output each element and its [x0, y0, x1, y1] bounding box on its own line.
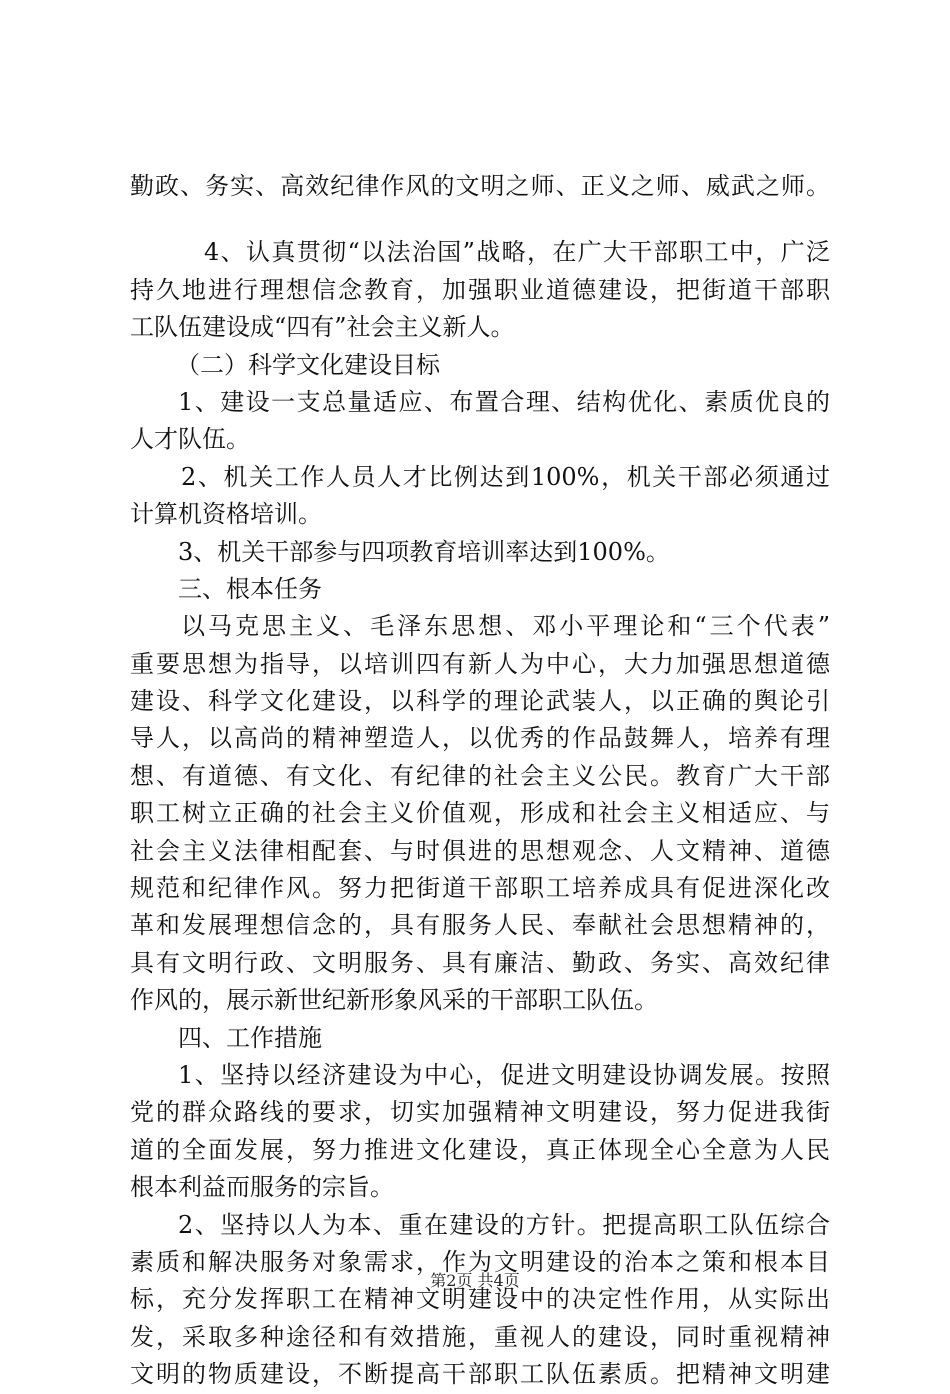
- text-line: 党的群众路线的要求，切实加强精神文明建设，努力促进我街: [130, 1098, 830, 1127]
- text-line: 2、坚持以人为本、重在建设的方针。把提高职工队伍综合: [178, 1210, 830, 1239]
- text-line: 职工树立正确的社会主义价值观，形成和社会主义相适应、与: [130, 799, 830, 828]
- text-line: 1、建设一支总量适应、布置合理、结构优化、素质优良的: [178, 387, 830, 416]
- text-line: 根本利益而服务的宗旨。: [130, 1173, 394, 1202]
- text-line: 规范和纪律作风。努力把街道干部职工培养成具有促进深化改: [130, 874, 830, 903]
- text-line: 1、坚持以经济建设为中心，促进文明建设协调发展。按照: [178, 1060, 830, 1089]
- paragraph-gap: [130, 205, 830, 234]
- text-line: 素质和解决服务对象需求，作为文明建设的治本之策和根本目: [130, 1247, 830, 1276]
- text-line: 文明的物质建设，不断提高干部职工队伍素质。把精神文明建: [130, 1360, 830, 1389]
- text-line: 作风的，展示新世纪新形象风采的干部职工队伍。: [130, 986, 658, 1015]
- section-heading: （二）科学文化建设目标: [176, 350, 440, 379]
- section-heading: 三、根本任务: [178, 574, 322, 603]
- text-line: 持久地进行理想信念教育，加强职业道德建设，把街道干部职: [130, 275, 830, 304]
- text-line: 3、机关干部参与四项教育培训率达到100%。: [178, 537, 670, 566]
- text-line: 标，充分发挥职工在精神文明建设中的决定性作用，从实际出: [130, 1285, 830, 1314]
- section-heading: 四、工作措施: [178, 1023, 322, 1052]
- text-line: 发，采取多种途径和有效措施，重视人的建设，同时重视精神: [130, 1322, 830, 1351]
- text-line: 道的全面发展，努力推进文化建设，真正体现全心全意为人民: [130, 1135, 830, 1164]
- document-body: [130, 168, 830, 1394]
- text-line: 工队伍建设成“四有”社会主义新人。: [130, 313, 515, 342]
- text-line: 人才队伍。: [130, 425, 250, 454]
- text-line: 社会主义法律相配套、与时俱进的思想观念、人文精神、道德: [130, 836, 830, 865]
- text-line: 以马克思主义、毛泽东思想、邓小平理论和“三个代表”: [181, 612, 830, 641]
- text-line: 想、有道德、有文化、有纪律的社会主义公民。教育广大干部: [130, 761, 830, 790]
- text-line: 2、机关工作人员人才比例达到100%，机关干部必须通过: [181, 462, 830, 491]
- page-number: 第2页 共4页: [430, 1271, 520, 1290]
- text-line: 4、认真贯彻“以法治国”战略，在广大干部职工中，广泛: [204, 238, 830, 267]
- text-line: 建设、科学文化建设，以科学的理论武装人，以正确的舆论引: [130, 687, 830, 716]
- text-line: 勤政、务实、高效纪律作风的文明之师、正义之师、威武之师。: [130, 172, 830, 200]
- text-line: 重要思想为指导，以培训四有新人为中心，大力加强思想道德: [130, 649, 830, 678]
- text-line: 革和发展理想信念的，具有服务人民、奉献社会思想精神的，: [130, 911, 830, 940]
- text-line: 导人，以高尚的精神塑造人，以优秀的作品鼓舞人，培养有理: [130, 724, 830, 753]
- text-line: 具有文明行政、文明服务、具有廉洁、勤政、务实、高效纪律: [130, 948, 830, 977]
- text-line: 计算机资格培训。: [130, 500, 322, 529]
